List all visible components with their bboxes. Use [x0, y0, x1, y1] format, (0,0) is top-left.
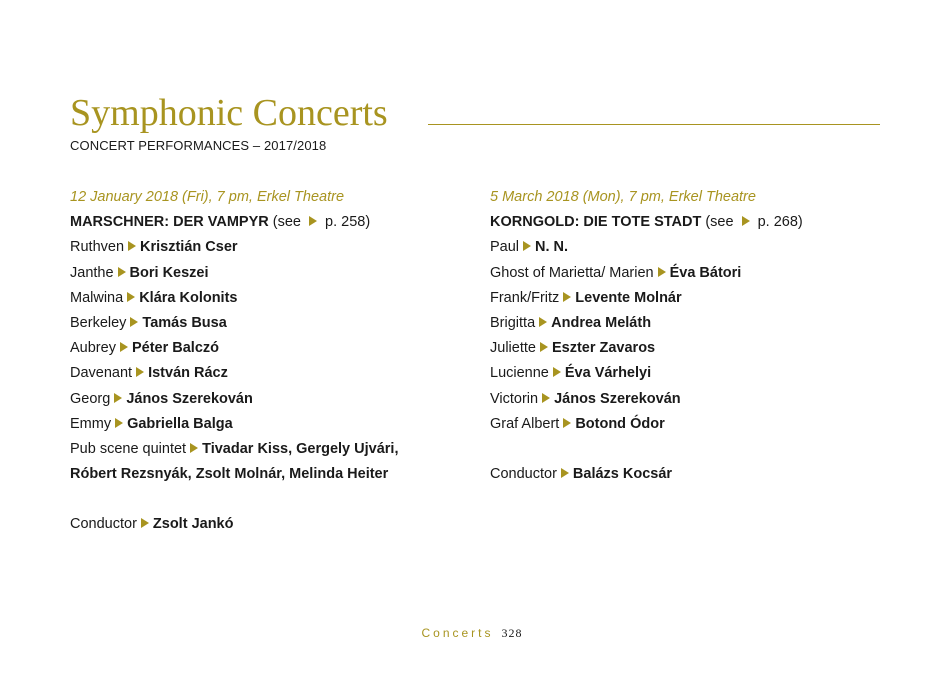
cast-line: [70, 235, 490, 260]
cast-line: [70, 361, 490, 386]
performer-name: István Rácz: [148, 365, 228, 382]
triangle-right-icon: [136, 367, 144, 377]
role-label: Pub scene quintet: [70, 440, 187, 457]
role-label: Frank/Fritz: [490, 289, 560, 306]
see-prefix: (see: [268, 214, 305, 231]
conductor-name: Balázs Kocsár: [572, 466, 673, 483]
triangle-right-icon: [190, 443, 198, 453]
triangle-right-icon: [523, 241, 531, 251]
concert-date: 5 March 2018 (Mon), 7 pm, Erkel Theatre: [490, 189, 756, 205]
cast-line: [70, 311, 490, 336]
role-label: Emmy: [70, 415, 112, 432]
triangle-right-icon: [118, 267, 126, 277]
role-label: Janthe: [70, 264, 114, 281]
role-label: Brigitta: [490, 314, 536, 331]
page-footer: [0, 626, 944, 641]
role-label: Conductor: [70, 516, 137, 533]
performer-name: Krisztián Cser: [140, 239, 238, 256]
footer-section: Concerts: [421, 626, 494, 640]
performer-name: Éva Bátori: [669, 264, 742, 281]
cast-line: [490, 361, 910, 386]
concert-right: [490, 185, 910, 487]
performer-name: Tamás Busa: [142, 314, 227, 331]
performer-name: János Szerekován: [554, 390, 681, 407]
performer-name: Éva Várhelyi: [564, 365, 652, 382]
cast-line: [490, 286, 910, 311]
role-label: Davenant: [70, 365, 133, 382]
role-label: Victorin: [490, 390, 539, 407]
role-label: Juliette: [490, 340, 536, 357]
page-title: Symphonic Concerts: [70, 92, 388, 134]
triangle-right-icon: [141, 518, 149, 528]
cast-line: [70, 286, 490, 311]
page-ref: p. 268): [753, 214, 803, 231]
performer-name: Botond Ódor: [575, 415, 665, 432]
conductor-line: [70, 512, 490, 537]
role-label: Georg: [70, 390, 111, 407]
cast-line: [490, 387, 910, 412]
triangle-right-icon: [114, 393, 122, 403]
role-label: Ghost of Marietta/ Marien: [490, 264, 654, 281]
triangle-right-icon: [130, 317, 138, 327]
performer-name: Péter Balczó: [131, 340, 219, 357]
triangle-right-icon: [540, 342, 548, 352]
cast-line: [70, 261, 490, 286]
triangle-right-icon: [658, 267, 666, 277]
work-title: MARSCHNER: DER VAMPYR: [70, 214, 269, 231]
performer-name: Eszter Zavaros: [551, 340, 656, 357]
cast-line: [490, 311, 910, 336]
title-divider: [428, 124, 880, 125]
performer-name: Bori Keszei: [129, 264, 209, 281]
spacer: [490, 437, 910, 462]
triangle-right-icon: [127, 292, 135, 302]
spacer: [70, 487, 490, 512]
role-label: Berkeley: [70, 314, 127, 331]
work-title: KORNGOLD: DIE TOTE STADT: [490, 214, 702, 231]
performer-name: Klára Kolonits: [139, 289, 238, 306]
page-number: 328: [501, 626, 523, 640]
performer-names-continued: Róbert Rezsnyák, Zsolt Molnár, Melinda Heiter: [70, 466, 389, 483]
cast-line: [490, 261, 910, 286]
triangle-right-icon: [561, 468, 569, 478]
role-label: Graf Albert: [490, 415, 560, 432]
see-prefix: (see: [701, 214, 738, 231]
triangle-right-icon: [553, 367, 561, 377]
triangle-right-icon: [128, 241, 136, 251]
role-label: Paul: [490, 239, 520, 256]
work-line: [490, 210, 910, 235]
performer-name: N. N.: [535, 239, 569, 256]
cast-line: [490, 336, 910, 361]
role-label: Conductor: [490, 466, 557, 483]
triangle-right-icon: [539, 317, 547, 327]
performer-name: Tivadar Kiss, Gergely Ujvári,: [202, 440, 399, 457]
cast-line: [70, 412, 490, 437]
conductor-line: [490, 462, 910, 487]
concert-date: 12 January 2018 (Fri), 7 pm, Erkel Theatre: [70, 189, 345, 205]
triangle-right-icon: [309, 216, 317, 226]
work-line: [70, 210, 490, 235]
role-label: Lucienne: [490, 365, 549, 382]
triangle-right-icon: [542, 393, 550, 403]
performer-name: János Szerekován: [126, 390, 253, 407]
role-label: Aubrey: [70, 340, 116, 357]
triangle-right-icon: [563, 292, 571, 302]
cast-line: [70, 437, 490, 462]
role-label: Malwina: [70, 289, 124, 306]
role-label: Ruthven: [70, 239, 125, 256]
cast-line: [70, 387, 490, 412]
conductor-name: Zsolt Jankó: [152, 516, 234, 533]
triangle-right-icon: [742, 216, 750, 226]
cast-line: [70, 336, 490, 361]
triangle-right-icon: [120, 342, 128, 352]
concert-left: [70, 185, 490, 538]
performer-name: Levente Molnár: [575, 289, 682, 306]
cast-line: [490, 235, 910, 260]
page-ref: p. 258): [320, 214, 371, 231]
cast-line: [490, 412, 910, 437]
triangle-right-icon: [115, 418, 123, 428]
page-subtitle: CONCERT PERFORMANCES – 2017/2018: [70, 138, 327, 153]
performer-name: Gabriella Balga: [127, 415, 233, 432]
performer-name: Andrea Meláth: [551, 314, 652, 331]
triangle-right-icon: [563, 418, 571, 428]
